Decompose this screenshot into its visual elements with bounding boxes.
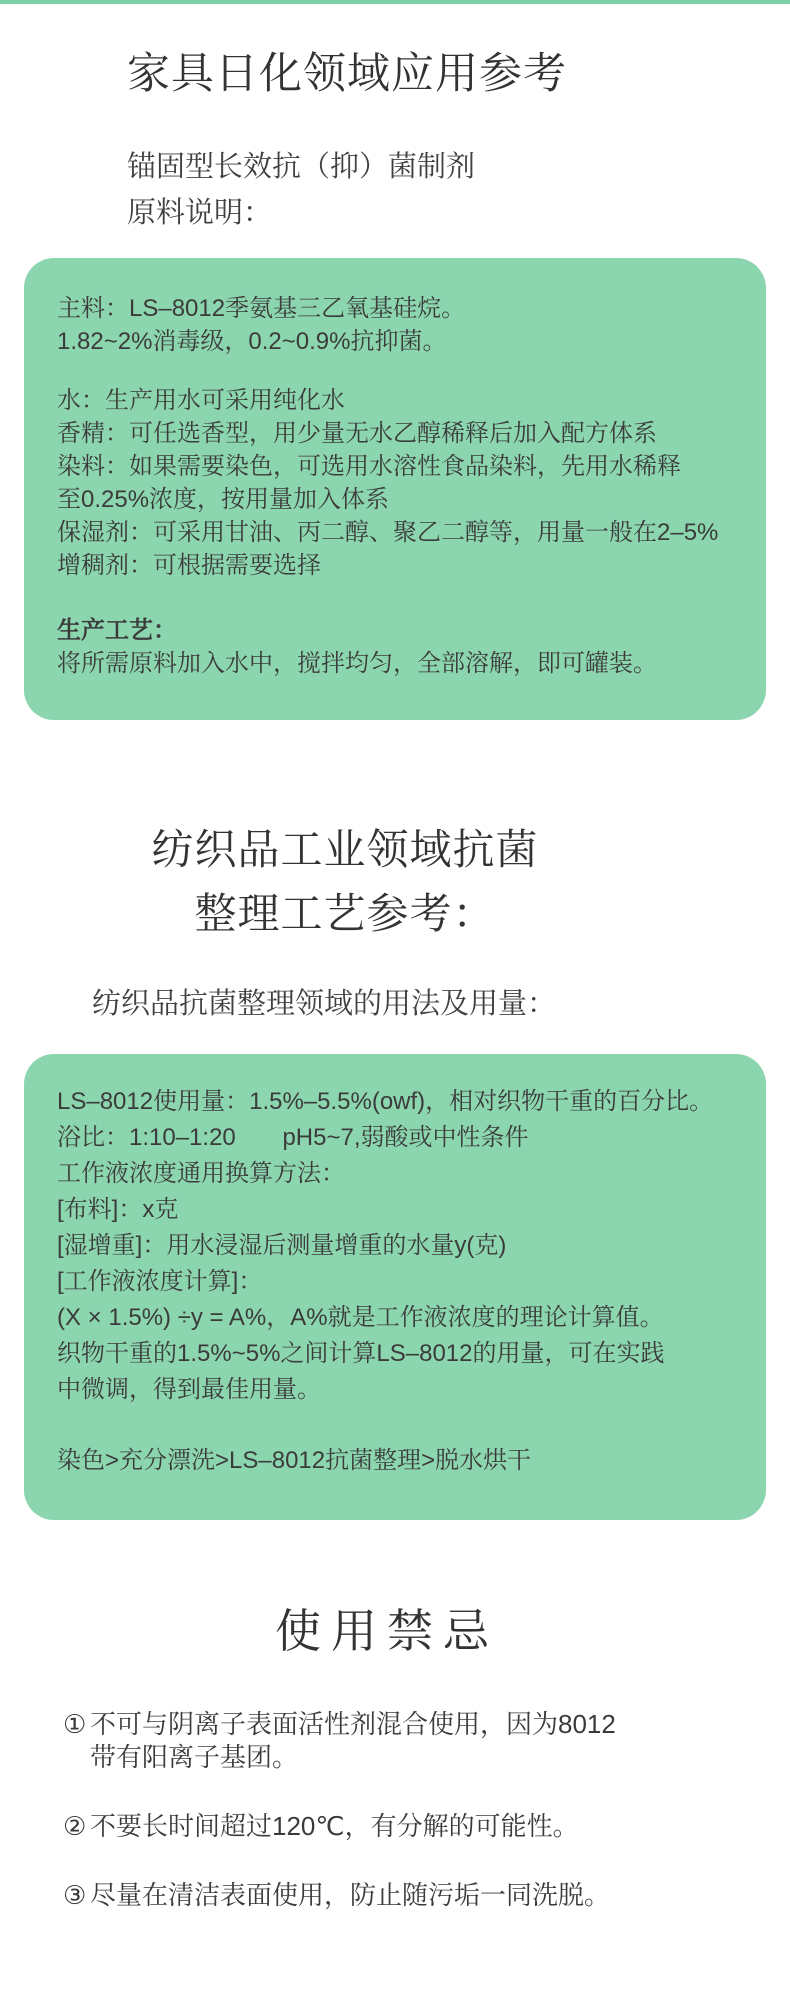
dye-line-2: 至0.25%浓度，按用量加入体系 xyxy=(57,486,390,513)
usage-dosage-card xyxy=(24,1054,766,1520)
section2-title-line-2: 整理工艺参考： xyxy=(194,890,496,937)
formula-line: (X × 1.5%) ÷y = A%，A%就是工作液浓度的理论计算值。 xyxy=(57,1304,664,1331)
fragrance-line: 香精：可任选香型，用少量无水乙醇稀释后加入配方体系 xyxy=(57,420,657,447)
fabric-line: [布料]：x克 xyxy=(57,1196,179,1223)
process-text: 将所需原料加入水中，搅拌均匀，全部溶解，即可罐装。 xyxy=(57,650,657,677)
warning-2-number: ② xyxy=(63,1811,87,1841)
warning-item-3 xyxy=(63,1879,760,1912)
raw-materials-card xyxy=(24,258,766,720)
process-flow-line: 染色>充分漂洗>LS–8012抗菌整理>脱水烘干 xyxy=(57,1447,532,1474)
warning-item-2 xyxy=(63,1810,760,1843)
warning-2-line-1: 不要长时间超过120℃，有分解的可能性。 xyxy=(90,1811,579,1841)
section2-title-line-1: 纺织品工业领域抗菌 xyxy=(151,826,539,873)
wet-gain-line: [湿增重]：用水浸湿后测量增重的水量y(克) xyxy=(57,1232,507,1259)
warnings-list xyxy=(0,1658,790,1912)
range-line-2: 中微调，得到最佳用量。 xyxy=(57,1376,321,1403)
warning-3-line-1: 尽量在清洁表面使用，防止随污垢一同洗脱。 xyxy=(90,1880,611,1910)
warning-1-line-1: 不可与阴离子表面活性剂混合使用，因为8012 xyxy=(90,1709,616,1739)
raw-material-label: 原料说明： xyxy=(127,197,273,229)
top-accent-strip xyxy=(0,0,790,4)
bath-ratio-line: 浴比：1:10–1:20 pH5~7,弱酸或中性条件 xyxy=(57,1124,529,1151)
section-textile-finishing xyxy=(0,818,790,1520)
method-label-line: 工作液浓度通用换算方法： xyxy=(57,1160,345,1187)
section1-subtitle-block xyxy=(0,144,790,236)
section1-subtitle: 锚固型长效抗（抑）菌制剂 xyxy=(127,151,476,183)
dye-line-1: 染料：如果需要染色，可选用水溶性食品染料，先用水稀释 xyxy=(57,453,681,480)
dosage-line: LS–8012使用量：1.5%–5.5%(owf)，相对织物干重的百分比。 xyxy=(57,1088,714,1115)
process-label: 生产工艺： xyxy=(57,617,177,644)
main-ingredient-line: 主料：LS–8012季氨基三乙氧基硅烷。 xyxy=(57,295,466,322)
section2-subtitle: 纺织品抗菌整理领域的用法及用量： xyxy=(92,988,557,1020)
water-line: 水：生产用水可采用纯化水 xyxy=(57,387,345,414)
section2-title xyxy=(0,818,740,946)
concentration-line: 1.82~2%消毒级，0.2~0.9%抗抑菌。 xyxy=(57,328,447,355)
range-line-1: 织物干重的1.5%~5%之间计算LS–8012的用量，可在实践 xyxy=(57,1340,665,1367)
section1-title: 家具日化领域应用参考 xyxy=(127,50,567,98)
humectant-line: 保湿剂：可采用甘油、丙二醇、聚乙二醇等，用量一般在2–5% xyxy=(57,519,719,546)
warning-1-line-2: 带有阳离子基团。 xyxy=(90,1742,299,1772)
section-contraindications xyxy=(0,1604,790,1912)
warning-3-number: ③ xyxy=(63,1880,87,1910)
thickener-line: 增稠剂：可根据需要选择 xyxy=(57,552,321,579)
warning-item-1 xyxy=(63,1708,760,1774)
calc-label-line: [工作液浓度计算]： xyxy=(57,1268,263,1295)
section-furniture-application xyxy=(0,48,790,720)
section3-title: 使用禁忌 xyxy=(275,1605,499,1657)
warning-1-number: ① xyxy=(63,1709,87,1739)
